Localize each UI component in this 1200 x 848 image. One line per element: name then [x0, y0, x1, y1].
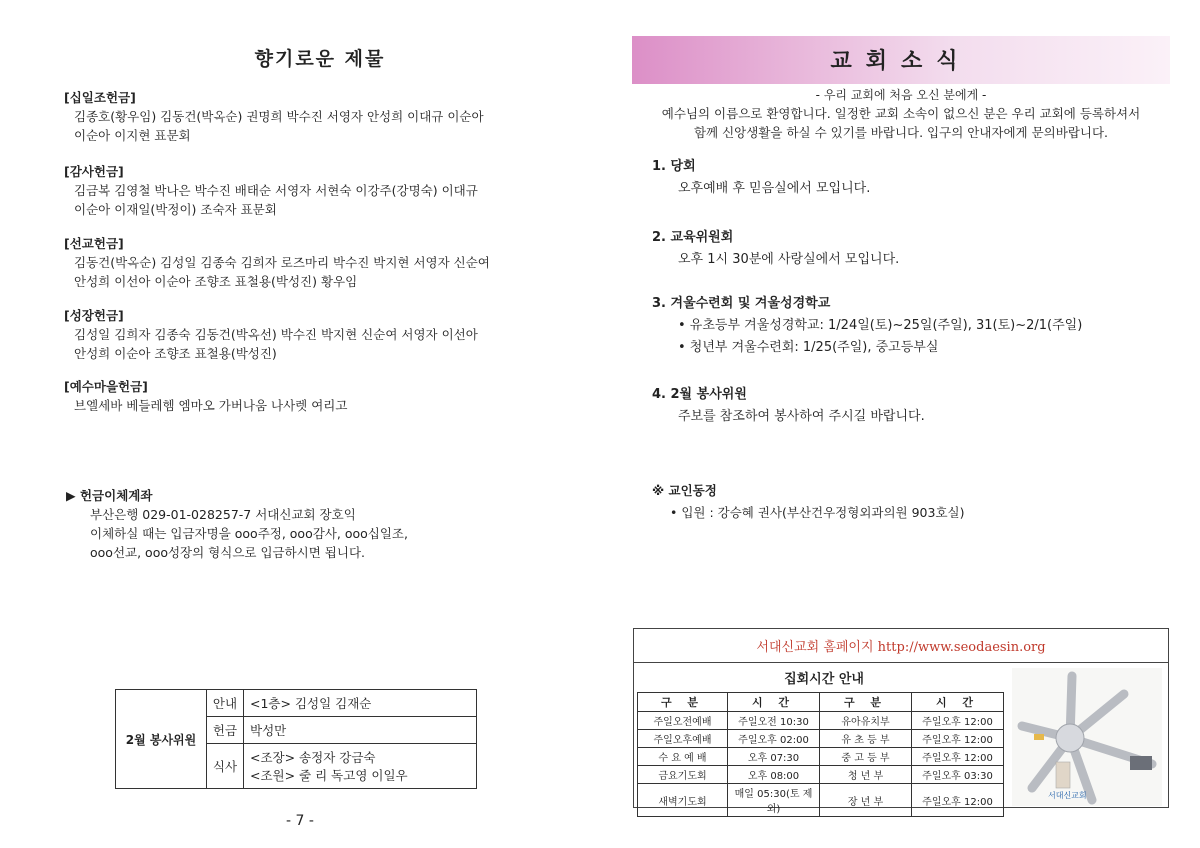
transfer-line: ooo선교, ooo성장의 형식으로 입금하시면 됩니다.: [90, 545, 366, 560]
offering-section: [64, 377, 584, 415]
schedule-row: [638, 784, 1004, 817]
offering-section: [64, 162, 584, 219]
offering-names: 김성일 김희자 김종숙 김동건(박옥선) 박수진 박지현 신순여 서영자 이선아: [74, 327, 478, 342]
schedule-cell: 유아유치부: [820, 712, 912, 730]
volunteer-names: [244, 717, 477, 744]
schedule-row: [638, 712, 1004, 730]
schedule-cell: 오후 08:00: [728, 766, 820, 784]
offering-names: 이순아 이지현 표문회: [74, 128, 191, 143]
schedule-cell: 중 고 등 부: [820, 748, 912, 766]
news-heading: 3. 겨울수련회 및 겨울성경학교: [652, 296, 831, 311]
offering-section: [64, 88, 584, 145]
transfer-line: 부산은행 029-01-028257-7 서대신교회 장호익: [90, 507, 356, 522]
news-banner-title: 교회소식: [830, 48, 972, 74]
schedule-cell: 주일오전예배: [638, 712, 728, 730]
schedule-cell: 주일오후 12:00: [912, 712, 1004, 730]
offering-names: 김금복 김영철 박나은 박수진 배태순 서영자 서현숙 이강주(강명숙) 이대규: [74, 183, 478, 198]
transfer-account-section: [66, 486, 586, 562]
welcome-line: 함께 신앙생활을 하실 수 있기를 바랍니다. 입구의 안내자에게 문의바랍니다.: [693, 125, 1109, 140]
map-church-label: 서대신교회: [1048, 791, 1087, 800]
volunteer-line: <조원> 줄 리 독고영 이일우: [250, 768, 408, 783]
offering-names: 안성희 이선아 이순아 조향조 표철용(박성진) 황우임: [74, 274, 358, 289]
offering-heading: [선교헌금]: [64, 236, 124, 251]
news-detail: 오후예배 후 믿음실에서 모입니다.: [678, 181, 871, 196]
map-building-icon: [1130, 756, 1152, 770]
offering-names: 안성희 이순아 조향조 표철용(박성진): [74, 346, 277, 361]
news-item: [652, 156, 1172, 200]
schedule-cell: 장 년 부: [820, 784, 912, 817]
offering-heading: [예수마을헌금]: [64, 379, 148, 394]
schedule-cell: 청 년 부: [820, 766, 912, 784]
news-item: [652, 384, 1172, 428]
volunteer-names: [244, 744, 477, 789]
news-heading: 2. 교육위원회: [652, 230, 734, 245]
volunteer-category: 식사: [207, 744, 244, 789]
member-news-line: • 입원 : 강승혜 권사(부산건우정형외과의원 903호실): [670, 505, 965, 520]
schedule-cell: 오후 07:30: [728, 748, 820, 766]
schedule-header: 구 분: [638, 693, 728, 712]
news-item: [652, 293, 1172, 359]
schedule-header: 시 간: [728, 693, 820, 712]
offering-names: 브엘세바 베들레헴 엠마오 가버나움 나사렛 여리고: [74, 398, 348, 413]
schedule-cell: 주일오후예배: [638, 730, 728, 748]
schedule-cell: 주일오후 03:30: [912, 766, 1004, 784]
offering-section: [64, 234, 584, 291]
offering-heading: [성장헌금]: [64, 308, 124, 323]
news-heading: 1. 당회: [652, 159, 696, 174]
welcome-subtitle: - 우리 교회에 처음 오신 분에게 -: [815, 88, 987, 102]
volunteer-names: [244, 690, 477, 717]
homepage-link[interactable]: 서대신교회 홈페이지 http://www.seodaesin.org: [756, 640, 1046, 655]
schedule-cell: 주일오후 02:00: [728, 730, 820, 748]
map-roundabout: [1056, 724, 1084, 752]
news-heading: 4. 2월 봉사위원: [652, 387, 747, 402]
transfer-line: 이체하실 때는 입금자명을 ooo주정, ooo감사, ooo십일조,: [90, 526, 408, 541]
offering-names: 김종호(황우임) 김동건(박옥순) 권명희 박수진 서영자 안성희 이대규 이순아: [74, 109, 484, 124]
volunteer-table-heading: 2월 봉사위원: [116, 690, 207, 789]
volunteer-line: <1층> 김성일 김재순: [250, 696, 372, 711]
schedule-header: 시 간: [912, 693, 1004, 712]
church-location-map: [1012, 668, 1162, 806]
schedule-cell: 주일오전 10:30: [728, 712, 820, 730]
offering-heading: [감사헌금]: [64, 164, 124, 179]
volunteer-category: 헌금: [207, 717, 244, 744]
map-church-building-icon: [1056, 762, 1070, 788]
info-divider: [633, 662, 1169, 663]
schedule-row: [638, 730, 1004, 748]
news-detail: 오후 1시 30분에 사랑실에서 모입니다.: [678, 252, 900, 267]
schedule-cell: 주일오후 12:00: [912, 748, 1004, 766]
schedule-table: [637, 692, 1004, 817]
news-detail: • 청년부 겨울수련회: 1/25(주일), 중고등부실: [678, 340, 939, 355]
volunteer-line: 박성만: [250, 723, 287, 738]
welcome-text: [640, 104, 1162, 142]
schedule-cell: 매일 05:30(토 제외): [728, 784, 820, 817]
map-bus-stop-icon: [1034, 734, 1044, 740]
offering-names: 이순아 이재일(박정이) 조숙자 표문회: [74, 202, 277, 217]
schedule-cell: 주일오후 12:00: [912, 784, 1004, 817]
schedule-row: [638, 748, 1004, 766]
schedule-cell: 수 요 예 배: [638, 748, 728, 766]
schedule-cell: 새벽기도회: [638, 784, 728, 817]
schedule-cell: 금요기도회: [638, 766, 728, 784]
member-news-section: [652, 480, 1172, 524]
welcome-line: 예수님의 이름으로 환영합니다. 일정한 교회 소속이 없으신 분은 우리 교회에 등록하셔서: [661, 106, 1141, 121]
offering-section: [64, 306, 584, 363]
news-detail: • 유초등부 겨울성경학교: 1/24일(토)~25일(주일), 31(토)~2/1(주일): [678, 318, 1083, 333]
offering-heading: [십일조헌금]: [64, 90, 136, 105]
news-detail: 주보를 참조하여 봉사하여 주시길 바랍니다.: [678, 409, 925, 424]
gathering-title: 집회시간 안내: [784, 672, 864, 687]
volunteer-table: [115, 689, 477, 789]
schedule-cell: 주일오후 12:00: [912, 730, 1004, 748]
member-news-heading: ※ 교인동정: [652, 483, 717, 498]
offering-names: 김동건(박옥순) 김성일 김종숙 김희자 로즈마리 박수진 박지현 서영자 신순여: [74, 255, 490, 270]
volunteer-category: 안내: [207, 690, 244, 717]
schedule-cell: 유 초 등 부: [820, 730, 912, 748]
page-title: 향기로운 제물: [254, 48, 386, 70]
page-number: - 7 -: [286, 813, 314, 829]
schedule-header: 구 분: [820, 693, 912, 712]
transfer-heading: ▶ 헌금이체계좌: [66, 488, 153, 503]
volunteer-line: <조장> 송정자 강금숙: [250, 750, 376, 765]
news-item: [652, 227, 1172, 271]
schedule-row: [638, 766, 1004, 784]
